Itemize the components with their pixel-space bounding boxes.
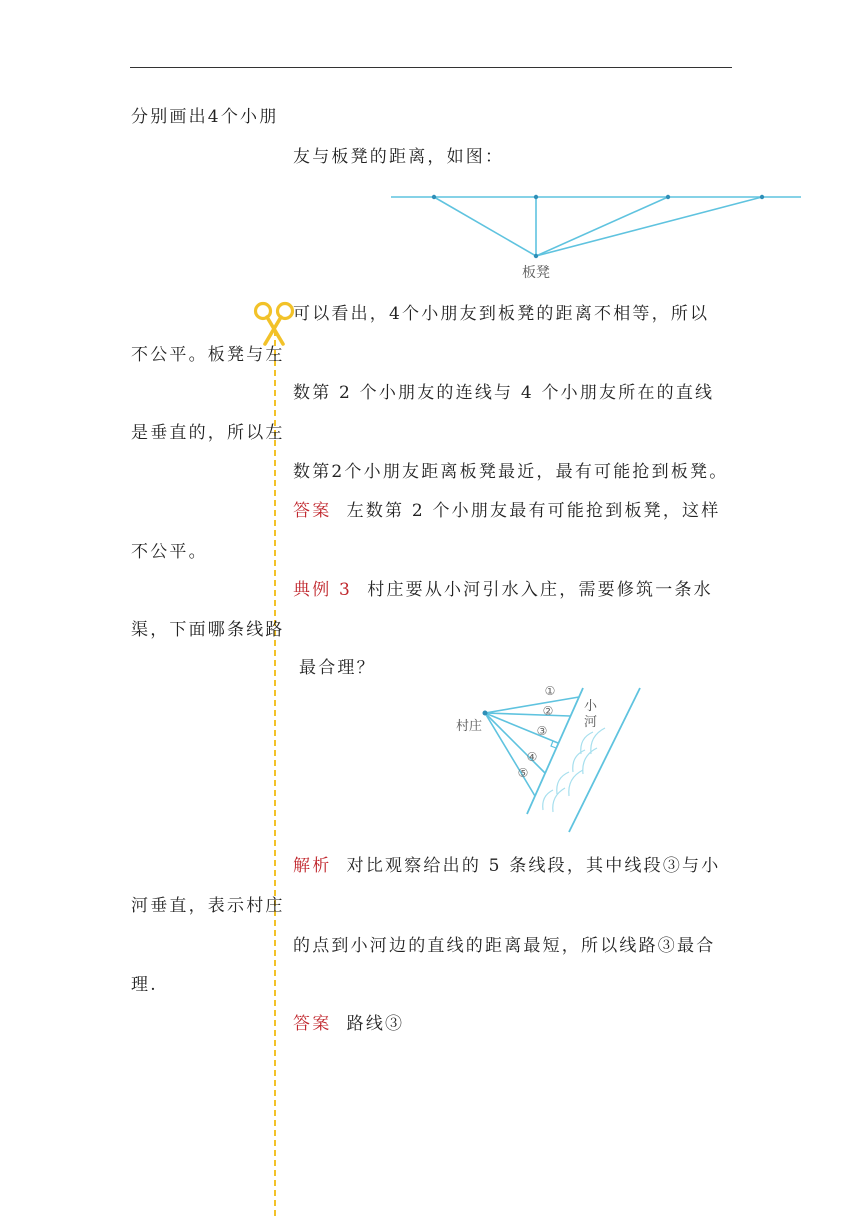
text-line: 渠，下面哪条线路 — [131, 620, 285, 640]
route-label-5: ⑤ — [517, 766, 529, 780]
bench-label: 板凳 — [522, 265, 550, 281]
text-line: 数第2个小朋友距离板凳最近，最有可能抢到板凳。 — [293, 462, 729, 482]
river-bank-far — [569, 688, 640, 832]
route-1 — [485, 697, 579, 713]
bench-distance-figure — [385, 186, 805, 286]
text-line: 最合理？ — [299, 658, 376, 678]
text-line: 分别画出4个小朋 — [131, 107, 279, 127]
scissors-icon — [252, 300, 296, 348]
village-point — [483, 711, 488, 716]
text-line: 的点到小河边的直线的距离最短，所以线路③最合 — [293, 936, 716, 956]
child-point — [432, 195, 436, 199]
text-line: 友与板凳的距离，如图： — [293, 147, 505, 167]
solution-label: 解析 — [293, 856, 332, 876]
route-2 — [485, 713, 570, 716]
text-line: 不公平。板凳与左 — [131, 345, 285, 365]
child-point — [760, 195, 764, 199]
answer-line — [293, 500, 720, 522]
child-point — [534, 195, 538, 199]
text-line: 数第 2 个小朋友的连线与 4 个小朋友所在的直线 — [293, 383, 715, 403]
bench-point — [534, 254, 538, 258]
text-line: 不公平。 — [131, 542, 208, 562]
text-line: 是垂直的，所以左 — [131, 423, 285, 443]
answer-text: 左数第 2 个小朋友最有可能抢到板凳，这样 — [346, 501, 721, 521]
text-line: 可以看出，4个小朋友到板凳的距离不相等，所以 — [293, 304, 710, 324]
river-label — [584, 699, 601, 730]
route-label-1: ① — [544, 684, 556, 698]
solution-text: 对比观察给出的 5 条线段，其中线段③与小 — [346, 856, 721, 876]
village-label: 村庄 — [456, 719, 483, 734]
cut-line — [274, 330, 276, 1216]
child-point — [666, 195, 670, 199]
answer-label: 答案 — [293, 501, 332, 521]
route-label-3: ③ — [536, 724, 548, 738]
route-label-4: ④ — [526, 750, 538, 764]
text-line: 河垂直，表示村庄 — [131, 896, 285, 916]
header-rule — [130, 67, 732, 68]
example-text: 村庄要从小河引水入庄，需要修筑一条水 — [367, 580, 713, 600]
answer-line — [293, 1013, 404, 1035]
example-line — [293, 579, 713, 601]
answer-label: 答案 — [293, 1014, 332, 1034]
route-label-2: ② — [542, 704, 554, 718]
example-label: 典例 3 — [293, 580, 353, 600]
river-label-char-1: 小 — [584, 699, 598, 714]
solution-line — [293, 855, 720, 877]
village-river-figure — [445, 680, 655, 840]
river-label-char-2: 河 — [584, 715, 598, 730]
distance-line-1 — [434, 197, 536, 256]
text-line: 理. — [131, 975, 158, 995]
answer-text: 路线③ — [346, 1014, 405, 1034]
